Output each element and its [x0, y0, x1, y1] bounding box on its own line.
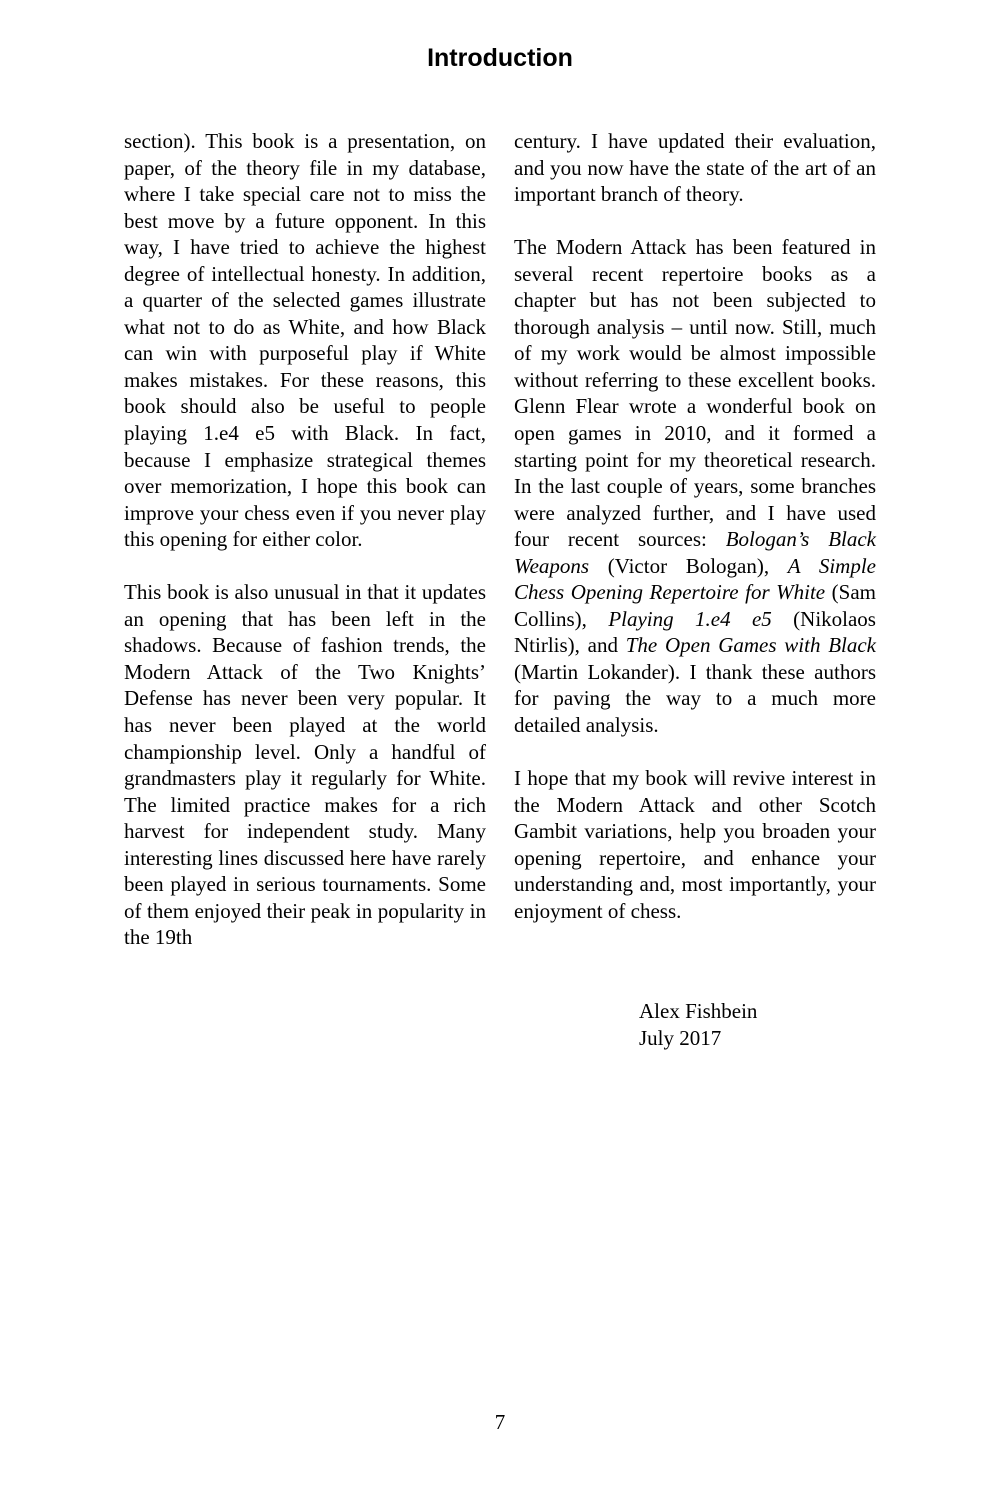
- book-title: The Open Games with Black: [625, 633, 877, 658]
- right-column: [514, 128, 876, 924]
- book-title: Playing 1.e4 e5: [608, 606, 772, 631]
- book-title: A Simple Chess Opening Repertoire for White: [514, 553, 876, 605]
- text-run: (Sam Collins),: [514, 580, 876, 631]
- left-column: [124, 128, 486, 951]
- signature-date: July 2017: [639, 1025, 722, 1050]
- book-title: Bologan’s Black Weapons: [514, 527, 876, 578]
- page-title: Introduction: [427, 44, 573, 72]
- signature: [639, 998, 757, 1051]
- paragraph: I hope that my book will revive interest in the Modern Attack and other Scotch Gambit variations, help you broaden your opening repertoire, and enhance your understanding and, most importantly, your enjoyment of chess.: [514, 766, 876, 923]
- author-name: Alex Fishbein: [639, 999, 758, 1023]
- text-run: (Nikolaos Ntirlis), and: [514, 606, 876, 658]
- paragraph-sources: [514, 234, 876, 738]
- text-run: (Martin Lokander). I thank these authors for paving the way to a much more detailed analysis.: [514, 659, 876, 738]
- paragraph: section). This book is a presentation, on paper, of the theory file in my database, where I take special care not to miss the best move by a future opponent. In this way, I have tried to achieve the highest degree of intellectual honesty. In addition, a quarter of the selected games illustrate what not to do as White, and how Black can win with purposeful play if White makes mistakes. For these reasons, this book should also be useful to people playing 1.e4 e5 with Black. In fact, because I emphasize strategical themes over memorization, I hope this book can improve your chess even if you never play this opening for either color.: [124, 129, 486, 552]
- text-run: (Victor Bologan),: [589, 553, 788, 578]
- paragraph: This book is also unusual in that it updates an opening that has been left in the shadows. Because of fashion trends, the Modern Attack of the Two Knights’ Defense has never been very popular. It has never been played at the world championship level. Only a handful of grandmasters play it regularly for White. The limited practice makes for a rich harvest for independent study. Many interesting lines discussed here have rarely been played in serious tournaments. Some of them enjoyed their peak in popularity in the 19th: [124, 580, 486, 950]
- paragraph: century. I have updated their evaluation, and you now have the state of the art of an important branch of theory.: [514, 129, 876, 207]
- page-number: 7: [494, 1410, 506, 1434]
- text-run: The Modern Attack has been featured in several recent repertoire books as a chapter but has not been subjected to thorough analysis – until now. Still, much of my work would be almost impossible without referring to these excellent books. Glenn Flear wrote a wonderful book on open games in 2010, and it formed a starting point for my theoretical research. In the last couple of years, some branches were analyzed further, and I have used four recent sources:: [514, 235, 876, 552]
